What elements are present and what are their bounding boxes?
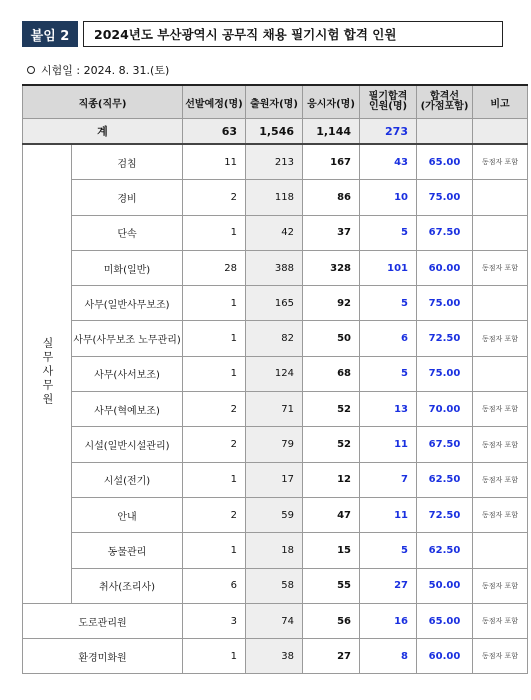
passed-count: 11 bbox=[360, 427, 417, 462]
table-row bbox=[23, 568, 528, 603]
exam-date: 시험일 : 2024. 8. 31.(토) bbox=[41, 64, 170, 77]
applicant-count: 213 bbox=[246, 144, 303, 180]
note: 동점자 포함 bbox=[473, 427, 528, 462]
examinee-count: 47 bbox=[303, 497, 360, 532]
note: 동점자 포함 bbox=[473, 462, 528, 497]
cutoff-score: 65.00 bbox=[417, 603, 473, 638]
col-header-planned: 선발예정(명) bbox=[183, 85, 246, 119]
col-header-cutoff-line2: (가점포함) bbox=[420, 101, 469, 112]
examinee-count: 12 bbox=[303, 462, 360, 497]
document-title: 2024년도 부산광역시 공무직 채용 필기시험 합격 인원 bbox=[83, 21, 503, 47]
table-row bbox=[23, 462, 528, 497]
note bbox=[473, 180, 528, 215]
planned-count: 28 bbox=[183, 250, 246, 285]
total-planned: 63 bbox=[183, 119, 246, 145]
circle-bullet-icon bbox=[27, 66, 35, 74]
table-row bbox=[23, 356, 528, 391]
note: 동점자 포함 bbox=[473, 250, 528, 285]
applicant-count: 74 bbox=[246, 603, 303, 638]
note: 동점자 포함 bbox=[473, 497, 528, 532]
table-row bbox=[23, 533, 528, 568]
col-header-cutoff-line1: 합격선 bbox=[430, 90, 459, 102]
examinee-count: 37 bbox=[303, 215, 360, 250]
cutoff-score: 70.00 bbox=[417, 392, 473, 427]
category-label: 실무사무원 bbox=[41, 337, 54, 408]
job-name: 시설(전기) bbox=[72, 462, 183, 497]
applicant-count: 38 bbox=[246, 639, 303, 674]
cutoff-score: 60.00 bbox=[417, 639, 473, 674]
applicant-count: 79 bbox=[246, 427, 303, 462]
cutoff-score: 62.50 bbox=[417, 533, 473, 568]
planned-count: 2 bbox=[183, 392, 246, 427]
job-name: 단속 bbox=[72, 215, 183, 250]
job-name: 취사(조리사) bbox=[72, 568, 183, 603]
examinee-count: 55 bbox=[303, 568, 360, 603]
planned-count: 2 bbox=[183, 180, 246, 215]
table-row bbox=[23, 286, 528, 321]
passed-count: 10 bbox=[360, 180, 417, 215]
planned-count: 6 bbox=[183, 568, 246, 603]
table-row bbox=[23, 180, 528, 215]
passed-count: 7 bbox=[360, 462, 417, 497]
planned-count: 1 bbox=[183, 639, 246, 674]
applicant-count: 124 bbox=[246, 356, 303, 391]
note bbox=[473, 215, 528, 250]
job-name: 안내 bbox=[72, 497, 183, 532]
table-row bbox=[23, 250, 528, 285]
exam-date-line bbox=[27, 62, 169, 78]
total-applicants: 1,546 bbox=[246, 119, 303, 145]
planned-count: 2 bbox=[183, 497, 246, 532]
applicant-count: 42 bbox=[246, 215, 303, 250]
results-table bbox=[22, 84, 528, 674]
examinee-count: 68 bbox=[303, 356, 360, 391]
cutoff-score: 65.00 bbox=[417, 144, 473, 180]
applicant-count: 59 bbox=[246, 497, 303, 532]
cutoff-score: 75.00 bbox=[417, 286, 473, 321]
job-name: 동물관리 bbox=[72, 533, 183, 568]
passed-count: 27 bbox=[360, 568, 417, 603]
passed-count: 5 bbox=[360, 533, 417, 568]
category-cell bbox=[23, 144, 72, 603]
note bbox=[473, 286, 528, 321]
table-row bbox=[23, 603, 528, 638]
passed-count: 13 bbox=[360, 392, 417, 427]
table-row bbox=[23, 144, 528, 180]
total-passed: 273 bbox=[360, 119, 417, 145]
planned-count: 1 bbox=[183, 321, 246, 356]
col-header-applicants: 출원자(명) bbox=[246, 85, 303, 119]
note bbox=[473, 356, 528, 391]
applicant-count: 71 bbox=[246, 392, 303, 427]
cutoff-score: 67.50 bbox=[417, 427, 473, 462]
cutoff-score: 50.00 bbox=[417, 568, 473, 603]
col-header-cutoff bbox=[417, 85, 473, 119]
examinee-count: 52 bbox=[303, 427, 360, 462]
job-name: 미화(일반) bbox=[72, 250, 183, 285]
table-row bbox=[23, 497, 528, 532]
table-row bbox=[23, 321, 528, 356]
passed-count: 11 bbox=[360, 497, 417, 532]
document-header bbox=[22, 21, 503, 47]
job-name: 사무(일반사무보조) bbox=[72, 286, 183, 321]
cutoff-score: 72.50 bbox=[417, 321, 473, 356]
cutoff-score: 75.00 bbox=[417, 356, 473, 391]
passed-count: 5 bbox=[360, 356, 417, 391]
note: 동점자 포함 bbox=[473, 144, 528, 180]
examinee-count: 86 bbox=[303, 180, 360, 215]
job-name: 경비 bbox=[72, 180, 183, 215]
job-name: 시설(일반시설관리) bbox=[72, 427, 183, 462]
passed-count: 5 bbox=[360, 286, 417, 321]
note: 동점자 포함 bbox=[473, 639, 528, 674]
cutoff-score: 62.50 bbox=[417, 462, 473, 497]
total-row bbox=[23, 119, 528, 145]
planned-count: 11 bbox=[183, 144, 246, 180]
planned-count: 1 bbox=[183, 356, 246, 391]
examinee-count: 15 bbox=[303, 533, 360, 568]
total-note bbox=[473, 119, 528, 145]
passed-count: 101 bbox=[360, 250, 417, 285]
table-row bbox=[23, 639, 528, 674]
planned-count: 1 bbox=[183, 286, 246, 321]
passed-count: 8 bbox=[360, 639, 417, 674]
planned-count: 1 bbox=[183, 462, 246, 497]
total-cutoff bbox=[417, 119, 473, 145]
examinee-count: 328 bbox=[303, 250, 360, 285]
applicant-count: 165 bbox=[246, 286, 303, 321]
examinee-count: 27 bbox=[303, 639, 360, 674]
passed-count: 43 bbox=[360, 144, 417, 180]
applicant-count: 17 bbox=[246, 462, 303, 497]
total-label: 계 bbox=[23, 119, 183, 145]
job-name: 사무(혁예보조) bbox=[72, 392, 183, 427]
col-header-job: 직종(직무) bbox=[23, 85, 183, 119]
cutoff-score: 67.50 bbox=[417, 215, 473, 250]
job-name: 환경미화원 bbox=[23, 639, 183, 674]
job-name: 사무(사서보조) bbox=[72, 356, 183, 391]
applicant-count: 18 bbox=[246, 533, 303, 568]
col-header-note: 비고 bbox=[473, 85, 528, 119]
job-name: 검침 bbox=[72, 144, 183, 180]
table-header-row bbox=[23, 85, 528, 119]
col-header-examinees: 응시자(명) bbox=[303, 85, 360, 119]
cutoff-score: 75.00 bbox=[417, 180, 473, 215]
note bbox=[473, 533, 528, 568]
col-header-passed bbox=[360, 85, 417, 119]
applicant-count: 118 bbox=[246, 180, 303, 215]
note: 동점자 포함 bbox=[473, 568, 528, 603]
passed-count: 6 bbox=[360, 321, 417, 356]
planned-count: 3 bbox=[183, 603, 246, 638]
examinee-count: 50 bbox=[303, 321, 360, 356]
total-examinees: 1,144 bbox=[303, 119, 360, 145]
col-header-passed-line2: 인원(명) bbox=[368, 101, 408, 112]
table-row bbox=[23, 215, 528, 250]
attachment-tag: 붙임 2 bbox=[22, 21, 78, 47]
col-header-passed-line1: 필기합격 bbox=[368, 90, 408, 102]
table-row bbox=[23, 392, 528, 427]
job-name: 사무(사무보조 노무관리) bbox=[72, 321, 183, 356]
cutoff-score: 60.00 bbox=[417, 250, 473, 285]
applicant-count: 388 bbox=[246, 250, 303, 285]
examinee-count: 52 bbox=[303, 392, 360, 427]
note: 동점자 포함 bbox=[473, 392, 528, 427]
planned-count: 2 bbox=[183, 427, 246, 462]
examinee-count: 56 bbox=[303, 603, 360, 638]
table-row bbox=[23, 427, 528, 462]
passed-count: 5 bbox=[360, 215, 417, 250]
note: 동점자 포함 bbox=[473, 603, 528, 638]
cutoff-score: 72.50 bbox=[417, 497, 473, 532]
applicant-count: 82 bbox=[246, 321, 303, 356]
examinee-count: 167 bbox=[303, 144, 360, 180]
job-name: 도로관리원 bbox=[23, 603, 183, 638]
applicant-count: 58 bbox=[246, 568, 303, 603]
planned-count: 1 bbox=[183, 533, 246, 568]
note: 동점자 포함 bbox=[473, 321, 528, 356]
planned-count: 1 bbox=[183, 215, 246, 250]
passed-count: 16 bbox=[360, 603, 417, 638]
examinee-count: 92 bbox=[303, 286, 360, 321]
